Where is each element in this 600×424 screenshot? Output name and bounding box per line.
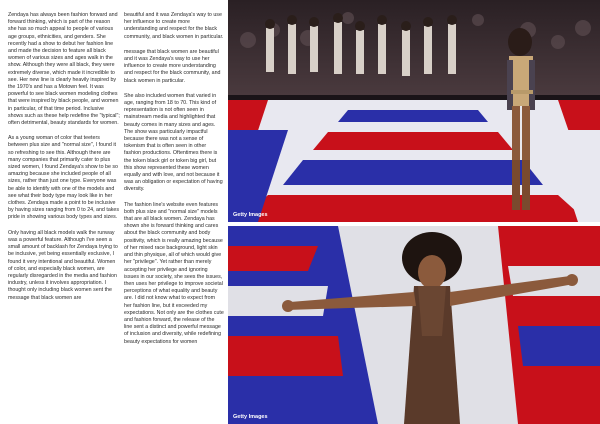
article-column-1 <box>8 12 120 310</box>
runway-photo-bottom <box>228 226 600 424</box>
paragraph: message that black women are beautiful and it was Zendaya's way to use her influence to create more understanding and respect for the black community, and black women in particular. <box>124 48 221 84</box>
paragraph: As a young woman of color that teeters between plus size and "normal size", I found it so refreshing to see this. Although there are many companies that primarily cater to plus sized women, I found Zendaya's show to be so amazing because she included people of all sizes, rather than just one type. Everyone was be able to identify with one of the models and see what their body type may look like in her clothes. Zendaya made a point to be inclusive by having sizes ranging from 0 to 24, and takes pride in showing various body types and sizes. <box>8 135 120 221</box>
paragraph: The fashion line's website even features both plus size and "normal size" models that are all black women. Zendaya has shown she is forward thinking and cares about the black community and body positivity, which is really amazing because of her mixed race background, light skin and thin physique, all of which would give her "privilege". Yet rather than merely accepting her privilege and ignoring issues in our society, she sees the issues, then uses her privilege to improve societal perceptions of what equality and beauty are. I did not know what to expect from her fashion line, but it exceeded my expectations. Not only are the clothes cute and fashion forward, the release of the line sent a distinct and powerful message of inclusion and diversity, while redefining beauty expectations for women <box>124 201 224 345</box>
photo-credit: Getty Images <box>233 212 268 218</box>
paragraph: She also included women that varied in age, ranging from 18 to 70. This kind of representation is not often seen in mainstream media and highlighted that beauty comes in many sizes and ages. The show was particularly impactful because there was not a sense of tokenism that is often seen in other fashion productions. Oftentimes there is the token black girl or token big girl, but this show represented these women equally and with love, and not because it was an obligation or expectation of having diversity. <box>124 92 223 193</box>
runway-solo-image <box>228 226 600 424</box>
paragraph: Only having all black models walk the runway was a powerful feature. Although I've seen a small amount of backlash for Zendaya trying to be inclusive, yet being essentially exclusive, I found it very intentional and beautiful. Women of color, and especially black women, are regularly disregarded in the media and fashion industry, unless it involves appropriation. I thought only including black women sent the message that black women are <box>8 229 118 301</box>
paragraph: Zendaya has always been fashion forward and forward thinking, which is part of the reason she has so much appeal to people of various age groups, ethnicities, and genders. She recently had a show to debut her fashion line and made the decision to feature all black women of various sizes and ages walk in the show. Although they were all black, they were extremely diverse, which made it incredible to see. Her new line is clearly heavily inspired by the 1970's and has a Motown feel. It was powerful to see black women modeling clothes that were inspired by black people, and women in particular, of that time period. Inclusive shows such as these help redefine the "typical"; often detrimental, beauty standards for women. <box>8 12 120 127</box>
photo-credit: Getty Images <box>233 414 268 420</box>
paragraph: beautiful and it was Zendaya's way to use her influence to create more understanding and respect for the black community, and black women in particular. <box>124 12 224 40</box>
runway-group-image <box>228 0 600 222</box>
runway-photo-top <box>228 0 600 222</box>
article-column-2 <box>124 12 224 354</box>
